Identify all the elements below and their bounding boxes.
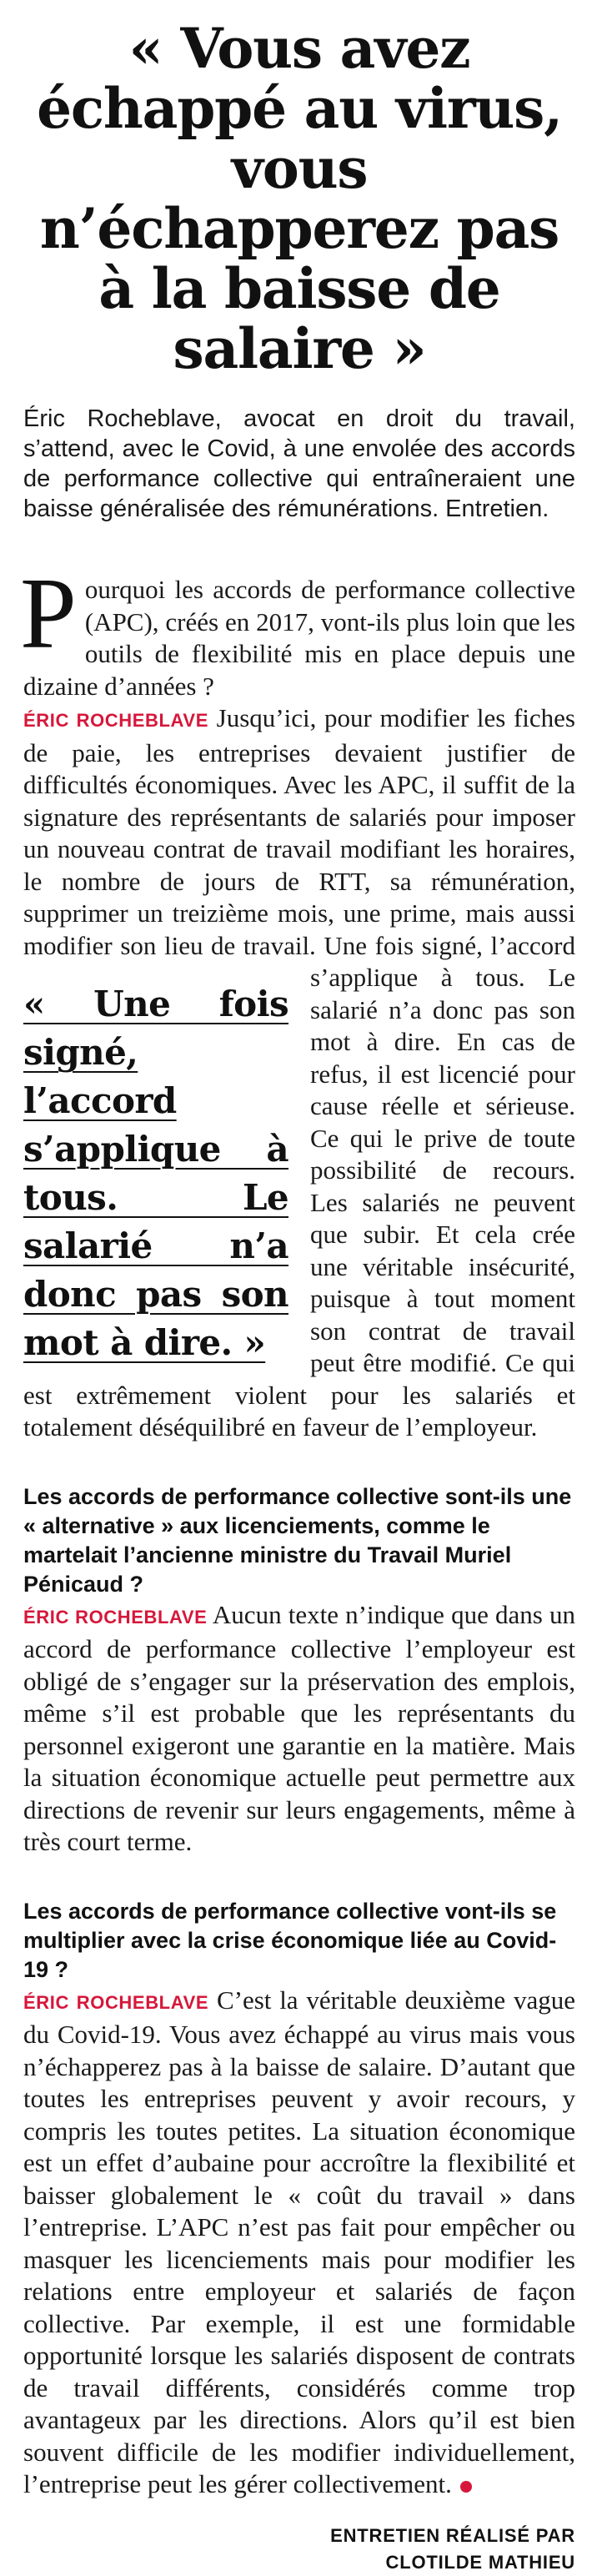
question-3: Les accords de performance collective vont-ils se multiplier avec la crise économique liée au Covid-19 ? bbox=[23, 1898, 557, 1982]
speaker-name: ÉRIC ROCHEBLAVE bbox=[23, 710, 208, 731]
article bbox=[20, 0, 575, 2576]
answer-1-text-continued: à tous. Le salarié n’a donc pas son mot à dire. En cas de refus, il est licencié pour cause réelle et sérieuse. Ce qui le prive de toute possibilité de recours. Les salariés ne peuvent que subir. Et cela crée une véritable insécurité, puisque à tout moment son contrat de travail peut être modifié. Ce qui est extrêmement violent pour les salariés et totalement déséquilibré en faveur de l’employeur. bbox=[23, 963, 575, 1441]
speaker-name: ÉRIC ROCHEBLAVE bbox=[23, 1991, 209, 2013]
pull-quote bbox=[23, 980, 288, 1367]
answer-2-text: Aucun texte n’indique que dans un accord de performance collective l’employeur est obligé de s’engager sur la préservation des emplois, même s’il est probable que les représentants du personnel exigeront une garantie en la matière. Mais la situation économique actuelle peut permettre aux directions de revenir sur leurs engagements, même à très court terme. bbox=[23, 1599, 575, 1856]
answer-1 bbox=[23, 702, 575, 1444]
answer-3-text: C’est la véritable deuxième vague du Covid-19. Vous avez échappé au virus mais vous n’échapperez pas à la baisse de salaire. D’autant que toutes les entreprises peuvent y avoir recours, y compris les toutes petites. La situation économique est un effet d’aubaine pour accroître la flexibilité et baisser globalement le « coût du travail » dans l’entreprise. L’APC n’est pas fait pour empêcher ou masquer les licenciements mais pour modifier les relations entre employeur et salariés de façon collective. Par exemple, il est une formidable opportunité lorsque les salariés disposent de contrats de travail différents, considérés comme trop avantageux par les directions. Alors qu’il est bien souvent difficile de les modifier individuellement, l’entreprise peut les gérer collectivement. bbox=[23, 1985, 575, 2498]
standfirst: Éric Rocheblave, avocat en droit du travail, s’attend, avec le Covid, à une envolée des accords de performance collective qui entraîneraient une baisse généralisée des rémunérations. Entretien. bbox=[23, 405, 575, 522]
question-1-text: ourquoi les accords de performance collective (APC), créés en 2017, vont-ils plus loin que les outils de flexibilité mis en place depuis une dizaine d’années ? bbox=[23, 575, 575, 701]
byline bbox=[23, 2523, 575, 2576]
question-2: Les accords de performance collective sont-ils une « alternative » aux licenciements, comme le martelait l’ancienne ministre du Travail Muriel Pénicaud ? bbox=[23, 1483, 572, 1597]
answer-2 bbox=[23, 1599, 575, 1859]
article-title: « Vous avez échappé au virus, vous n’échapperez pas à la baisse de salaire » bbox=[37, 16, 562, 381]
speaker-name: ÉRIC ROCHEBLAVE bbox=[23, 1606, 208, 1628]
byline-line-2: CLOTILDE MATHIEU bbox=[385, 2551, 575, 2573]
byline-line-1: ENTRETIEN RÉALISÉ PAR bbox=[330, 2524, 575, 2546]
drop-cap: P bbox=[20, 557, 77, 670]
answer-3 bbox=[23, 1985, 575, 2501]
question-1 bbox=[20, 557, 575, 702]
answer-1-text: Jusqu’ici, pour modifier les fiches de paie, les entreprises devaient justifier de difficultés économiques. Avec les APC, il suffit de la signature des représentants de salariés pour imposer un nouveau contrat de travail modifiant les horaires, le nombre de jours de RTT, sa rémunération, supprimer un treizième mois, une prime, mais aussi modifier son lieu de travail. Une fois signé, l’accord s’applique bbox=[23, 703, 575, 992]
pull-quote-text: « Une fois signé, l’accord s’applique à tous. Le salarié n’a donc pas son mot à dire. » bbox=[23, 984, 288, 1363]
end-mark-icon bbox=[460, 2481, 472, 2493]
